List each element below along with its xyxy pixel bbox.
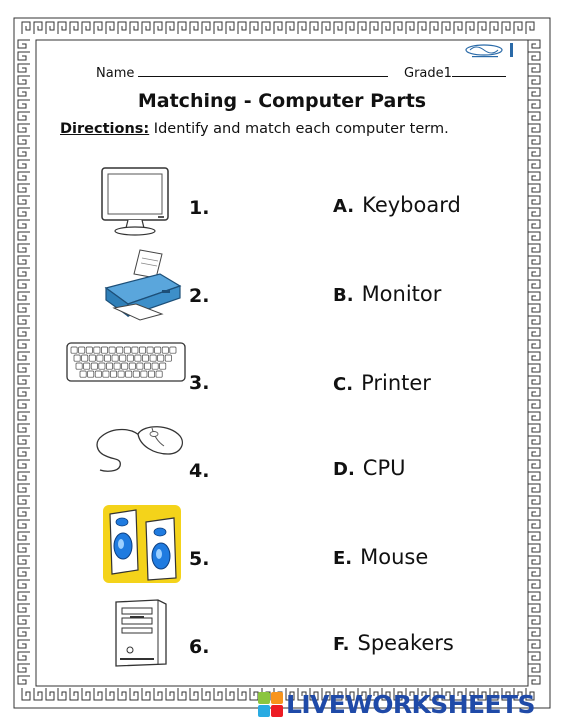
option-c-term: Printer [361,371,431,395]
item-number-5: 5. [189,548,210,570]
monitor-icon [100,166,172,238]
option-b[interactable] [333,282,441,306]
option-d[interactable] [333,456,405,480]
keyboard-icon [66,342,186,382]
mouse-icon [92,422,188,476]
option-a-term: Keyboard [362,193,461,217]
item-number-3: 3. [189,372,210,394]
option-e-term: Mouse [360,545,429,569]
option-f-letter: F. [333,634,350,655]
option-f-term: Speakers [357,631,454,655]
option-c[interactable] [333,371,431,395]
item-number-6: 6. [189,636,210,658]
name-field[interactable] [96,64,388,81]
page-title: Matching - Computer Parts [137,90,427,112]
speakers-icon [102,504,182,584]
option-b-term: Monitor [361,282,442,306]
item-number-4: 4. [189,460,210,482]
liveworksheets-logo-icon [258,692,284,718]
directions-label: Directions: [60,121,150,137]
name-label: Name [96,66,135,81]
option-b-letter: B. [333,285,354,306]
footer-brand-text: LIVEWORKSHEETS [286,690,535,719]
option-f[interactable] [333,631,454,655]
grade-field[interactable] [404,64,506,81]
school-logo-icon [462,42,520,60]
item-number-1: 1. [189,197,210,219]
directions [60,121,449,137]
option-e[interactable] [333,545,428,569]
grade-label: Grade1 [404,66,452,81]
option-c-letter: C. [333,374,354,395]
option-d-term: CPU [362,456,406,480]
item-number-2: 2. [189,285,210,307]
option-e-letter: E. [333,548,353,569]
printer-icon [100,248,184,326]
directions-text: Identify and match each computer term. [149,121,449,137]
option-a-letter: A. [333,196,355,217]
option-a[interactable] [333,193,461,217]
option-d-letter: D. [333,459,355,480]
cpu-icon [106,598,170,668]
